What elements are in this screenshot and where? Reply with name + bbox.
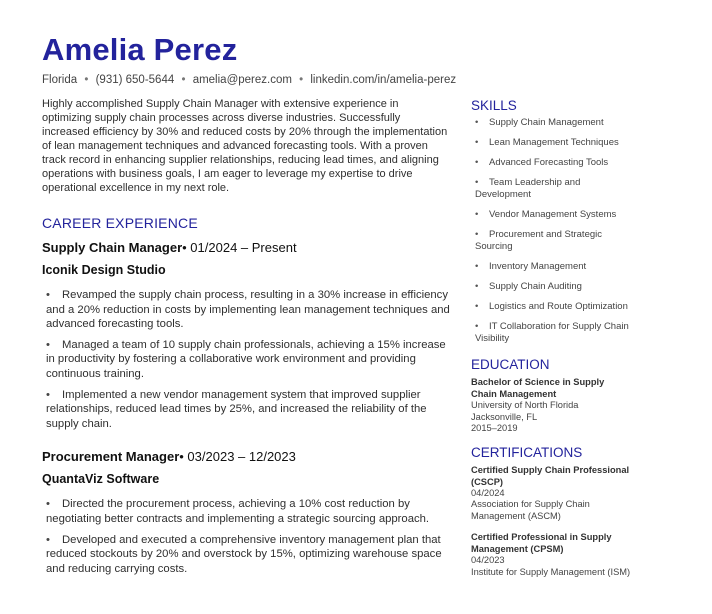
job-bullet [42, 338, 450, 382]
contact-separator: • [299, 74, 304, 86]
skill-item [471, 229, 631, 253]
bullet-icon: • [46, 533, 50, 546]
skill-item [471, 261, 631, 273]
contact-email: amelia@perez.com [192, 74, 292, 86]
skill-label: Advanced Forecasting Tools [489, 157, 609, 168]
certification-issuer: Association for Supply Chain Management (ASCM) [471, 499, 590, 521]
job-bullet-text: Revamped the supply chain process, resulting in a 30% increase in efficiency and a 20% reduction in costs by implementing lean management techniques and advanced forecasting tools. [46, 289, 450, 331]
skill-label: Vendor Management Systems [489, 209, 617, 220]
job-bullet [42, 388, 450, 432]
certification-date: 04/2024 [471, 487, 505, 498]
contact-location: Florida [42, 74, 78, 86]
certification-title: Certified Professional in Supply Management (CPSM) [471, 532, 612, 554]
job-bullet [42, 497, 450, 526]
job-bullets [42, 288, 450, 431]
skills-list [471, 117, 631, 345]
bullet-icon: • [475, 137, 479, 148]
skill-label: Logistics and Route Optimization [489, 301, 628, 312]
job-role: Procurement Manager [42, 449, 180, 465]
education-entry [471, 376, 631, 435]
bullet-icon: • [475, 229, 479, 240]
certification-issuer: Institute for Supply Management (ISM) [471, 566, 631, 577]
candidate-name: Amelia Perez [42, 32, 238, 67]
contact-linkedin: linkedin.com/in/amelia-perez [310, 74, 457, 86]
certification-date: 04/2023 [471, 555, 505, 565]
skill-item [471, 209, 631, 221]
job-dates: • 03/2023 – 12/2023 [179, 449, 296, 465]
bullet-icon: • [475, 177, 479, 188]
contact-phone: (931) 650-5644 [95, 74, 175, 86]
certification-entry [471, 464, 631, 523]
job-bullet-text: Directed the procurement process, achieving a 10% cost reduction by negotiating better contracts and implementing a strategic sourcing approach. [46, 498, 430, 525]
education-years: 2015–2019 [471, 423, 518, 433]
skills-heading: SKILLS [471, 98, 517, 113]
skill-item [471, 157, 631, 169]
skill-item [471, 177, 631, 201]
experience-heading: CAREER EXPERIENCE [42, 215, 198, 231]
certifications-heading: CERTIFICATIONS [471, 444, 583, 460]
bullet-icon: • [475, 157, 479, 168]
skill-label: Inventory Management [489, 261, 587, 272]
job-title-line [42, 449, 450, 464]
job-company: Iconik Design Studio [42, 263, 166, 277]
bullet-icon: • [475, 261, 479, 272]
skill-label: Supply Chain Management [489, 117, 604, 128]
skill-item [471, 137, 631, 149]
contact-separator: • [181, 74, 186, 86]
skill-item [471, 117, 631, 129]
bullet-icon: • [46, 498, 50, 511]
skill-label: Supply Chain Auditing [489, 281, 582, 292]
contact-separator: • [84, 74, 89, 86]
bullet-icon: • [475, 281, 479, 292]
side-column [471, 98, 631, 588]
job-bullet-text: Managed a team of 10 supply chain professionals, achieving a 15% increase in productivity by fostering a collaborative work environment and providing continuous training. [46, 338, 446, 380]
bullet-icon: • [475, 117, 479, 128]
contact-line [42, 74, 456, 86]
bullet-icon: • [46, 388, 50, 401]
certification-entry [471, 531, 631, 578]
bullet-icon: • [475, 301, 479, 312]
skill-label: Team Leadership and Development [475, 177, 581, 200]
education-location: Jacksonville, FL [471, 411, 538, 422]
job-entry [42, 240, 450, 431]
professional-summary: Highly accomplished Supply Chain Manager with extensive experience in optimizing supply chain processes across diverse industries. Successfully increased efficiency by 30% and reduced costs by 20% through the implementation of lean management techniques and advanced forecasting tools. With a proven track record in enhancing supplier relationships, reducing lead times, and aligning operations with business goals, I am eager to leverage my expertise to drive operational excellence in my next role. [42, 98, 448, 194]
bullet-icon: • [475, 321, 479, 332]
job-bullets [42, 497, 450, 576]
job-role: Supply Chain Manager [42, 240, 183, 255]
skill-item [471, 321, 631, 345]
job-entry [42, 449, 450, 576]
skill-label: Lean Management Techniques [489, 137, 619, 148]
job-bullet [42, 288, 450, 332]
bullet-icon: • [46, 338, 50, 351]
education-heading: EDUCATION [471, 357, 550, 372]
bullet-icon: • [46, 289, 50, 301]
job-company: QuantaViz Software [42, 472, 160, 487]
job-title-line [42, 240, 450, 255]
job-dates: • 01/2024 – Present [182, 240, 297, 255]
certification-title: Certified Supply Chain Professional (CSCP) [471, 464, 630, 487]
job-bullet-text: Developed and executed a comprehensive inventory management plan that reduced stockouts by 20% and overstock by 15%, optimizing warehouse space and reducing carrying costs. [46, 533, 442, 575]
skill-item [471, 281, 631, 293]
skill-label: Procurement and Strategic Sourcing [475, 229, 603, 252]
bullet-icon: • [475, 209, 479, 220]
main-column [42, 97, 450, 590]
skill-item [471, 301, 631, 313]
skill-label: IT Collaboration for Supply Chain Visibility [475, 321, 629, 344]
certifications-list [471, 464, 631, 579]
job-bullet-text: Implemented a new vendor management system that improved supplier relationships, reduced lead times by 25%, and increased the reliability of the supply chain. [46, 388, 427, 430]
education-degree: Bachelor of Science in Supply Chain Management [471, 377, 605, 399]
education-school: University of North Florida [471, 400, 579, 410]
job-bullet [42, 533, 450, 577]
